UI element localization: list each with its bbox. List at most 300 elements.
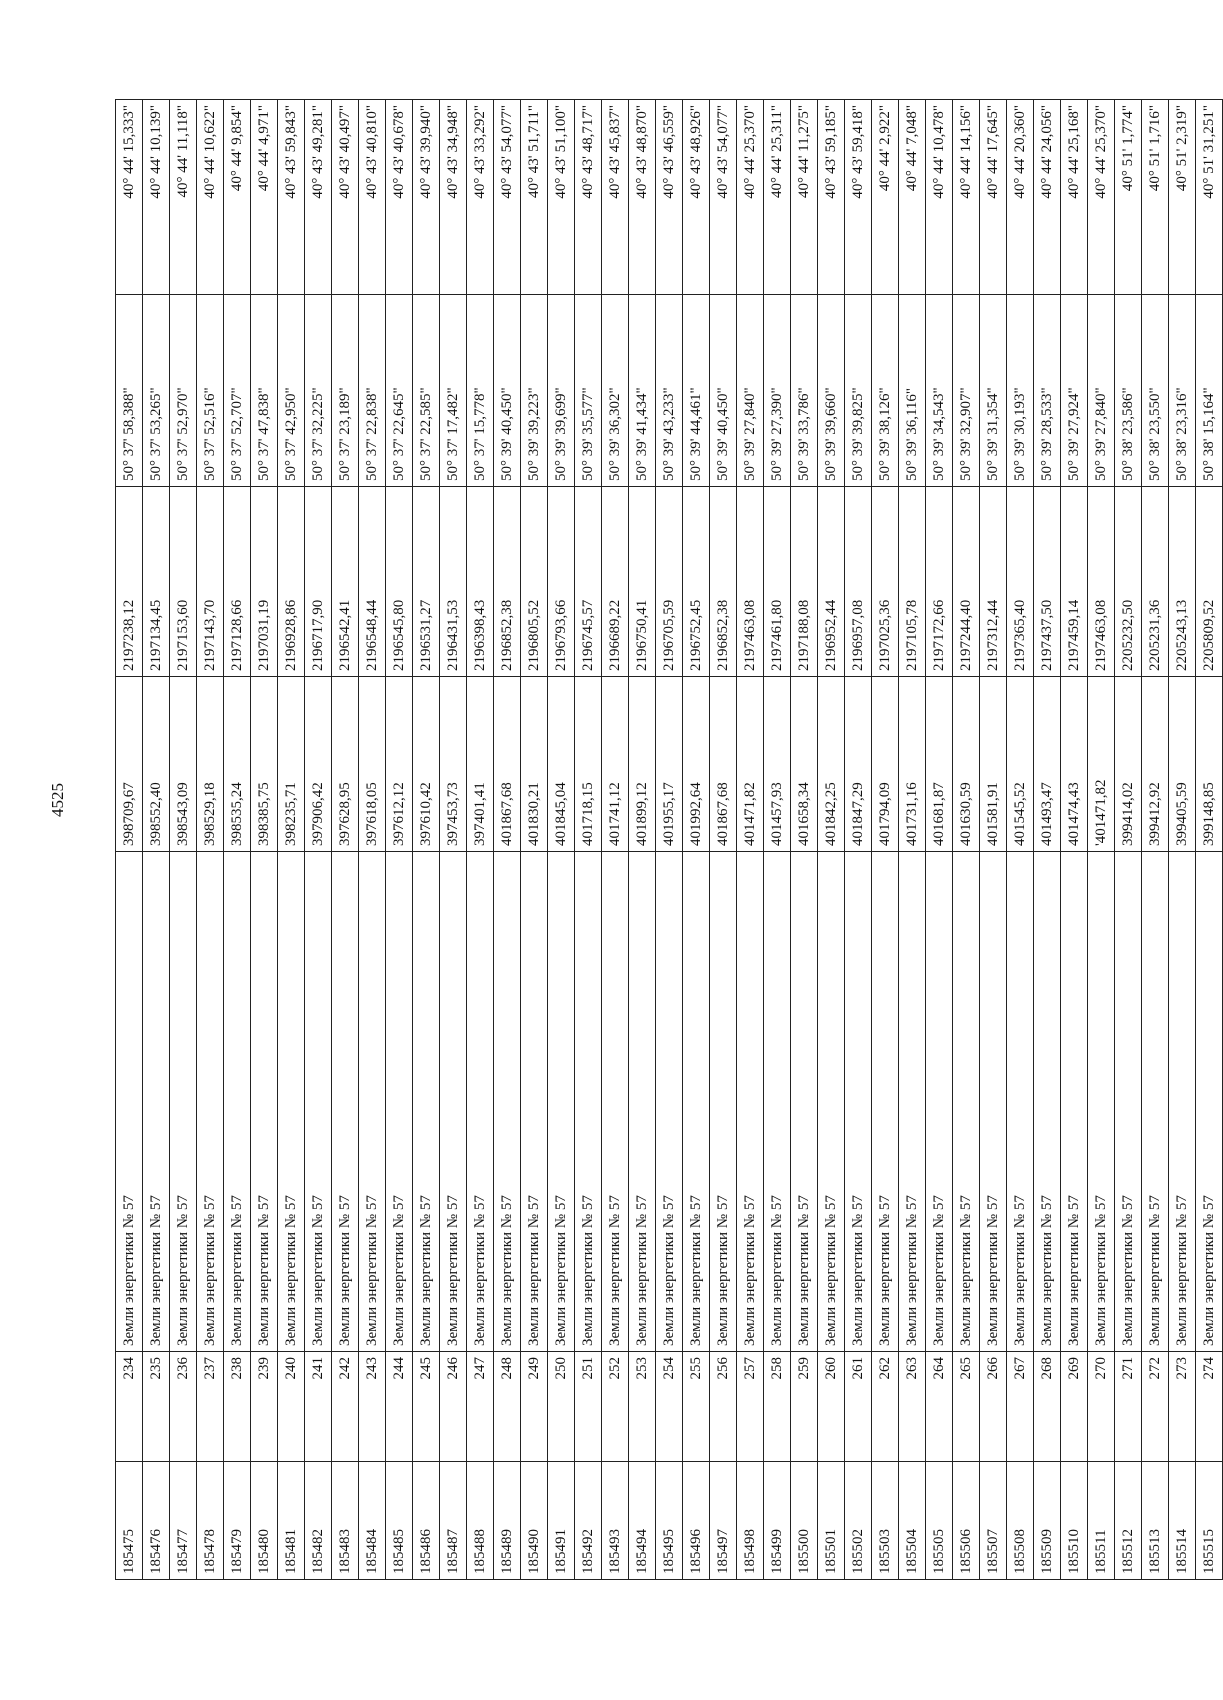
record-id-cell: 185482: [305, 1462, 332, 1580]
land-category-cell: Земли энергетики № 57: [980, 852, 1007, 1352]
longitude-cell: 40° 43' 40,810": [359, 100, 386, 295]
record-id-cell: 185493: [602, 1462, 629, 1580]
longitude-cell: 40° 43' 46,559": [656, 100, 683, 295]
x-coordinate-cell: 398543,09: [170, 677, 197, 852]
y-coordinate-cell: 2197312,44: [980, 487, 1007, 677]
land-category-cell: Земли энергетики № 57: [1088, 852, 1115, 1352]
y-coordinate-cell: 2196793,66: [548, 487, 575, 677]
y-coordinate-cell: 2196689,22: [602, 487, 629, 677]
point-number-cell: 258: [764, 1352, 791, 1462]
land-category-cell: Земли энергетики № 57: [602, 852, 629, 1352]
x-coordinate-cell: 399414,02: [1115, 677, 1142, 852]
x-coordinate-cell: '401471,82: [1088, 677, 1115, 852]
record-id-cell: 185475: [116, 1462, 143, 1580]
longitude-cell: 40° 44' 10,139": [143, 100, 170, 295]
x-coordinate-cell: 398235,71: [278, 677, 305, 852]
land-category-cell: Земли энергетики № 57: [548, 852, 575, 1352]
y-coordinate-cell: 2205243,13: [1169, 487, 1196, 677]
table-row: [494, 100, 521, 1580]
x-coordinate-cell: 397618,05: [359, 677, 386, 852]
longitude-cell: 40° 43' 34,948": [440, 100, 467, 295]
x-coordinate-cell: 399148,85: [1196, 677, 1223, 852]
longitude-cell: 40° 44' 10,478": [926, 100, 953, 295]
record-id-cell: 185501: [818, 1462, 845, 1580]
point-number-cell: 261: [845, 1352, 872, 1462]
x-coordinate-cell: 399412,92: [1142, 677, 1169, 852]
point-number-cell: 265: [953, 1352, 980, 1462]
land-category-cell: Земли энергетики № 57: [197, 852, 224, 1352]
table-row: [872, 100, 899, 1580]
longitude-cell: 40° 44' 17,645": [980, 100, 1007, 295]
latitude-cell: 50° 37' 15,778": [467, 295, 494, 487]
longitude-cell: 40° 44' 10,622": [197, 100, 224, 295]
latitude-cell: 50° 37' 42,950": [278, 295, 305, 487]
record-id-cell: 185504: [899, 1462, 926, 1580]
table-row: [926, 100, 953, 1580]
land-category-cell: Земли энергетики № 57: [116, 852, 143, 1352]
point-number-cell: 264: [926, 1352, 953, 1462]
record-id-cell: 185506: [953, 1462, 980, 1580]
longitude-cell: 40° 51' 1,716": [1142, 100, 1169, 295]
x-coordinate-cell: 401681,87: [926, 677, 953, 852]
y-coordinate-cell: 2197188,08: [791, 487, 818, 677]
record-id-cell: 185510: [1061, 1462, 1088, 1580]
point-number-cell: 262: [872, 1352, 899, 1462]
longitude-cell: 40° 44' 20,360": [1007, 100, 1034, 295]
y-coordinate-cell: 2196745,57: [575, 487, 602, 677]
point-number-cell: 257: [737, 1352, 764, 1462]
record-id-cell: 185507: [980, 1462, 1007, 1580]
record-id-cell: 185479: [224, 1462, 251, 1580]
latitude-cell: 50° 37' 17,482": [440, 295, 467, 487]
longitude-cell: 40° 43' 59,185": [818, 100, 845, 295]
table-row: [251, 100, 278, 1580]
table-row: [575, 100, 602, 1580]
table-row: [170, 100, 197, 1580]
table-row: [710, 100, 737, 1580]
longitude-cell: 40° 44' 4,971": [251, 100, 278, 295]
y-coordinate-cell: 2197244,40: [953, 487, 980, 677]
land-category-cell: Земли энергетики № 57: [1142, 852, 1169, 1352]
x-coordinate-cell: 401899,12: [629, 677, 656, 852]
point-number-cell: 274: [1196, 1352, 1223, 1462]
table-row: [521, 100, 548, 1580]
record-id-cell: 185476: [143, 1462, 170, 1580]
latitude-cell: 50° 39' 34,543": [926, 295, 953, 487]
point-number-cell: 245: [413, 1352, 440, 1462]
table-row: [1169, 100, 1196, 1580]
land-category-cell: Земли энергетики № 57: [629, 852, 656, 1352]
y-coordinate-cell: 2197463,08: [1088, 487, 1115, 677]
latitude-cell: 50° 38' 23,586": [1115, 295, 1142, 487]
land-category-cell: Земли энергетики № 57: [1034, 852, 1061, 1352]
y-coordinate-cell: 2196957,08: [845, 487, 872, 677]
longitude-cell: 40° 44' 15,333": [116, 100, 143, 295]
latitude-cell: 50° 39' 39,699": [548, 295, 575, 487]
land-category-cell: Земли энергетики № 57: [413, 852, 440, 1352]
table-row: [602, 100, 629, 1580]
latitude-cell: 50° 37' 52,970": [170, 295, 197, 487]
table-row: [953, 100, 980, 1580]
longitude-cell: 40° 43' 54,077": [710, 100, 737, 295]
point-number-cell: 272: [1142, 1352, 1169, 1462]
point-number-cell: 240: [278, 1352, 305, 1462]
latitude-cell: 50° 39' 39,223": [521, 295, 548, 487]
latitude-cell: 50° 39' 33,786": [791, 295, 818, 487]
point-number-cell: 259: [791, 1352, 818, 1462]
x-coordinate-cell: 401955,17: [656, 677, 683, 852]
table-row: [197, 100, 224, 1580]
land-category-cell: Земли энергетики № 57: [1196, 852, 1223, 1352]
longitude-cell: 40° 43' 51,711": [521, 100, 548, 295]
longitude-cell: 40° 43' 49,281": [305, 100, 332, 295]
y-coordinate-cell: 2197031,19: [251, 487, 278, 677]
latitude-cell: 50° 39' 35,577": [575, 295, 602, 487]
land-category-cell: Земли энергетики № 57: [899, 852, 926, 1352]
latitude-cell: 50° 39' 43,233": [656, 295, 683, 487]
record-id-cell: 185515: [1196, 1462, 1223, 1580]
longitude-cell: 40° 44' 25,370": [1088, 100, 1115, 295]
latitude-cell: 50° 37' 52,516": [197, 295, 224, 487]
y-coordinate-cell: 2197172,66: [926, 487, 953, 677]
table-row: [359, 100, 386, 1580]
land-category-cell: Земли энергетики № 57: [872, 852, 899, 1352]
point-number-cell: 269: [1061, 1352, 1088, 1462]
table-row: [548, 100, 575, 1580]
table-row: [683, 100, 710, 1580]
land-category-cell: Земли энергетики № 57: [710, 852, 737, 1352]
point-number-cell: 254: [656, 1352, 683, 1462]
land-category-cell: Земли энергетики № 57: [926, 852, 953, 1352]
y-coordinate-cell: 2197105,78: [899, 487, 926, 677]
latitude-cell: 50° 39' 32,907": [953, 295, 980, 487]
record-id-cell: 185488: [467, 1462, 494, 1580]
record-id-cell: 185486: [413, 1462, 440, 1580]
point-number-cell: 237: [197, 1352, 224, 1462]
y-coordinate-cell: 2196952,44: [818, 487, 845, 677]
x-coordinate-cell: 398385,75: [251, 677, 278, 852]
point-number-cell: 256: [710, 1352, 737, 1462]
land-category-cell: Земли энергетики № 57: [143, 852, 170, 1352]
record-id-cell: 185498: [737, 1462, 764, 1580]
table-row: [386, 100, 413, 1580]
x-coordinate-cell: 401731,16: [899, 677, 926, 852]
land-category-cell: Земли энергетики № 57: [521, 852, 548, 1352]
x-coordinate-cell: 401842,25: [818, 677, 845, 852]
land-category-cell: Земли энергетики № 57: [224, 852, 251, 1352]
y-coordinate-cell: 2197238,12: [116, 487, 143, 677]
point-number-cell: 239: [251, 1352, 278, 1462]
record-id-cell: 185477: [170, 1462, 197, 1580]
table-body: [116, 100, 1223, 1580]
x-coordinate-cell: 397612,12: [386, 677, 413, 852]
x-coordinate-cell: 401545,52: [1007, 677, 1034, 852]
latitude-cell: 50° 39' 40,450": [494, 295, 521, 487]
record-id-cell: 185505: [926, 1462, 953, 1580]
point-number-cell: 241: [305, 1352, 332, 1462]
x-coordinate-cell: 401847,29: [845, 677, 872, 852]
y-coordinate-cell: 2196398,43: [467, 487, 494, 677]
longitude-cell: 40° 43' 48,717": [575, 100, 602, 295]
point-number-cell: 246: [440, 1352, 467, 1462]
latitude-cell: 50° 39' 44,461": [683, 295, 710, 487]
point-number-cell: 267: [1007, 1352, 1034, 1462]
y-coordinate-cell: 2197134,45: [143, 487, 170, 677]
record-id-cell: 185489: [494, 1462, 521, 1580]
x-coordinate-cell: 398552,40: [143, 677, 170, 852]
record-id-cell: 185478: [197, 1462, 224, 1580]
land-category-cell: Земли энергетики № 57: [953, 852, 980, 1352]
point-number-cell: 243: [359, 1352, 386, 1462]
latitude-cell: 50° 37' 22,645": [386, 295, 413, 487]
point-number-cell: 244: [386, 1352, 413, 1462]
longitude-cell: 40° 44' 25,168": [1061, 100, 1088, 295]
point-number-cell: 249: [521, 1352, 548, 1462]
longitude-cell: 40° 43' 39,940": [413, 100, 440, 295]
table-row: [143, 100, 170, 1580]
point-number-cell: 238: [224, 1352, 251, 1462]
record-id-cell: 185484: [359, 1462, 386, 1580]
latitude-cell: 50° 37' 53,265": [143, 295, 170, 487]
latitude-cell: 50° 39' 27,840": [1088, 295, 1115, 487]
table-row: [467, 100, 494, 1580]
x-coordinate-cell: 401718,15: [575, 677, 602, 852]
y-coordinate-cell: 2205809,52: [1196, 487, 1223, 677]
x-coordinate-cell: 397610,42: [413, 677, 440, 852]
y-coordinate-cell: 2197143,70: [197, 487, 224, 677]
y-coordinate-cell: 2196548,44: [359, 487, 386, 677]
longitude-cell: 40° 44' 2,922": [872, 100, 899, 295]
longitude-cell: 40° 51' 31,251": [1196, 100, 1223, 295]
land-category-cell: Земли энергетики № 57: [1061, 852, 1088, 1352]
latitude-cell: 50° 39' 27,840": [737, 295, 764, 487]
latitude-cell: 50° 37' 47,838": [251, 295, 278, 487]
y-coordinate-cell: 2196542,41: [332, 487, 359, 677]
y-coordinate-cell: 2196852,38: [710, 487, 737, 677]
land-category-cell: Земли энергетики № 57: [494, 852, 521, 1352]
longitude-cell: 40° 44' 7,048": [899, 100, 926, 295]
point-number-cell: 266: [980, 1352, 1007, 1462]
longitude-cell: 40° 44' 9,854": [224, 100, 251, 295]
y-coordinate-cell: 2197365,40: [1007, 487, 1034, 677]
latitude-cell: 50° 39' 36,302": [602, 295, 629, 487]
point-number-cell: 252: [602, 1352, 629, 1462]
longitude-cell: 40° 43' 40,678": [386, 100, 413, 295]
latitude-cell: 50° 38' 23,550": [1142, 295, 1169, 487]
record-id-cell: 185512: [1115, 1462, 1142, 1580]
latitude-cell: 50° 39' 36,116": [899, 295, 926, 487]
y-coordinate-cell: 2197459,14: [1061, 487, 1088, 677]
record-id-cell: 185503: [872, 1462, 899, 1580]
table-row: [845, 100, 872, 1580]
record-id-cell: 185495: [656, 1462, 683, 1580]
table-row: [1007, 100, 1034, 1580]
x-coordinate-cell: 398535,24: [224, 677, 251, 852]
x-coordinate-cell: 401845,04: [548, 677, 575, 852]
latitude-cell: 50° 39' 39,825": [845, 295, 872, 487]
page-number: 4525: [48, 783, 67, 817]
record-id-cell: 185483: [332, 1462, 359, 1580]
record-id-cell: 185509: [1034, 1462, 1061, 1580]
land-category-cell: Земли энергетики № 57: [467, 852, 494, 1352]
latitude-cell: 50° 39' 30,193": [1007, 295, 1034, 487]
longitude-cell: 40° 43' 48,870": [629, 100, 656, 295]
land-category-cell: Земли энергетики № 57: [656, 852, 683, 1352]
y-coordinate-cell: 2197025,36: [872, 487, 899, 677]
x-coordinate-cell: 401457,93: [764, 677, 791, 852]
point-number-cell: 263: [899, 1352, 926, 1462]
land-category-cell: Земли энергетики № 57: [440, 852, 467, 1352]
land-category-cell: Земли энергетики № 57: [845, 852, 872, 1352]
latitude-cell: 50° 38' 15,164": [1196, 295, 1223, 487]
x-coordinate-cell: 399405,59: [1169, 677, 1196, 852]
land-category-cell: Земли энергетики № 57: [764, 852, 791, 1352]
x-coordinate-cell: 401830,21: [521, 677, 548, 852]
latitude-cell: 50° 39' 39,660": [818, 295, 845, 487]
point-number-cell: 255: [683, 1352, 710, 1462]
record-id-cell: 185499: [764, 1462, 791, 1580]
rotated-table-wrapper: [115, 100, 1217, 1580]
y-coordinate-cell: 2197463,08: [737, 487, 764, 677]
latitude-cell: 50° 37' 23,189": [332, 295, 359, 487]
land-category-cell: Земли энергетики № 57: [332, 852, 359, 1352]
latitude-cell: 50° 37' 52,707": [224, 295, 251, 487]
latitude-cell: 50° 37' 22,585": [413, 295, 440, 487]
table-row: [305, 100, 332, 1580]
longitude-cell: 40° 43' 33,292": [467, 100, 494, 295]
point-number-cell: 242: [332, 1352, 359, 1462]
y-coordinate-cell: 2205231,36: [1142, 487, 1169, 677]
record-id-cell: 185491: [548, 1462, 575, 1580]
record-id-cell: 185494: [629, 1462, 656, 1580]
longitude-cell: 40° 44' 14,156": [953, 100, 980, 295]
record-id-cell: 185514: [1169, 1462, 1196, 1580]
latitude-cell: 50° 38' 23,316": [1169, 295, 1196, 487]
point-number-cell: 248: [494, 1352, 521, 1462]
x-coordinate-cell: 397906,42: [305, 677, 332, 852]
y-coordinate-cell: 2196531,27: [413, 487, 440, 677]
longitude-cell: 40° 44' 25,311": [764, 100, 791, 295]
record-id-cell: 185492: [575, 1462, 602, 1580]
table-row: [440, 100, 467, 1580]
table-row: [899, 100, 926, 1580]
x-coordinate-cell: 401794,09: [872, 677, 899, 852]
longitude-cell: 40° 43' 45,837": [602, 100, 629, 295]
record-id-cell: 185508: [1007, 1462, 1034, 1580]
land-category-cell: Земли энергетики № 57: [1115, 852, 1142, 1352]
y-coordinate-cell: 2196852,38: [494, 487, 521, 677]
y-coordinate-cell: 2196805,52: [521, 487, 548, 677]
longitude-cell: 40° 43' 48,926": [683, 100, 710, 295]
table-row: [980, 100, 1007, 1580]
table-row: [818, 100, 845, 1580]
point-number-cell: 250: [548, 1352, 575, 1462]
latitude-cell: 50° 37' 58,388": [116, 295, 143, 487]
point-number-cell: 268: [1034, 1352, 1061, 1462]
y-coordinate-cell: 2196717,90: [305, 487, 332, 677]
table-row: [737, 100, 764, 1580]
land-category-cell: Земли энергетики № 57: [818, 852, 845, 1352]
table-row: [278, 100, 305, 1580]
longitude-cell: 40° 51' 1,774": [1115, 100, 1142, 295]
x-coordinate-cell: 398529,18: [197, 677, 224, 852]
land-category-cell: Земли энергетики № 57: [305, 852, 332, 1352]
point-number-cell: 273: [1169, 1352, 1196, 1462]
point-number-cell: 247: [467, 1352, 494, 1462]
point-number-cell: 234: [116, 1352, 143, 1462]
record-id-cell: 185481: [278, 1462, 305, 1580]
latitude-cell: 50° 37' 32,225": [305, 295, 332, 487]
land-category-cell: Земли энергетики № 57: [251, 852, 278, 1352]
y-coordinate-cell: 2196928,86: [278, 487, 305, 677]
longitude-cell: 40° 43' 59,418": [845, 100, 872, 295]
record-id-cell: 185511: [1088, 1462, 1115, 1580]
y-coordinate-cell: 2205232,50: [1115, 487, 1142, 677]
y-coordinate-cell: 2196705,59: [656, 487, 683, 677]
record-id-cell: 185480: [251, 1462, 278, 1580]
point-number-cell: 236: [170, 1352, 197, 1462]
table-row: [1142, 100, 1169, 1580]
table-row: [1034, 100, 1061, 1580]
table-row: [629, 100, 656, 1580]
point-number-cell: 235: [143, 1352, 170, 1462]
coordinates-table: [115, 99, 1223, 1580]
land-category-cell: Земли энергетики № 57: [386, 852, 413, 1352]
record-id-cell: 185502: [845, 1462, 872, 1580]
point-number-cell: 260: [818, 1352, 845, 1462]
latitude-cell: 50° 39' 41,434": [629, 295, 656, 487]
record-id-cell: 185485: [386, 1462, 413, 1580]
land-category-cell: Земли энергетики № 57: [1007, 852, 1034, 1352]
land-category-cell: Земли энергетики № 57: [1169, 852, 1196, 1352]
record-id-cell: 185487: [440, 1462, 467, 1580]
x-coordinate-cell: 401867,68: [494, 677, 521, 852]
record-id-cell: 185497: [710, 1462, 737, 1580]
longitude-cell: 40° 43' 59,843": [278, 100, 305, 295]
longitude-cell: 40° 44' 25,370": [737, 100, 764, 295]
x-coordinate-cell: 397628,95: [332, 677, 359, 852]
land-category-cell: Земли энергетики № 57: [575, 852, 602, 1352]
y-coordinate-cell: 2196752,45: [683, 487, 710, 677]
table-row: [791, 100, 818, 1580]
longitude-cell: 40° 51' 2,319": [1169, 100, 1196, 295]
record-id-cell: 185513: [1142, 1462, 1169, 1580]
latitude-cell: 50° 39' 31,354": [980, 295, 1007, 487]
table-row: [224, 100, 251, 1580]
table-row: [332, 100, 359, 1580]
table-row: [764, 100, 791, 1580]
longitude-cell: 40° 44' 11,118": [170, 100, 197, 295]
latitude-cell: 50° 39' 27,390": [764, 295, 791, 487]
x-coordinate-cell: 401992,64: [683, 677, 710, 852]
point-number-cell: 253: [629, 1352, 656, 1462]
point-number-cell: 251: [575, 1352, 602, 1462]
y-coordinate-cell: 2197437,50: [1034, 487, 1061, 677]
land-category-cell: Земли энергетики № 57: [170, 852, 197, 1352]
x-coordinate-cell: 397401,41: [467, 677, 494, 852]
latitude-cell: 50° 39' 27,924": [1061, 295, 1088, 487]
x-coordinate-cell: 401581,91: [980, 677, 1007, 852]
y-coordinate-cell: 2197461,80: [764, 487, 791, 677]
point-number-cell: 270: [1088, 1352, 1115, 1462]
longitude-cell: 40° 43' 40,497": [332, 100, 359, 295]
latitude-cell: 50° 39' 28,533": [1034, 295, 1061, 487]
x-coordinate-cell: 401474,43: [1061, 677, 1088, 852]
x-coordinate-cell: 401867,68: [710, 677, 737, 852]
land-category-cell: Земли энергетики № 57: [359, 852, 386, 1352]
y-coordinate-cell: 2197153,60: [170, 487, 197, 677]
latitude-cell: 50° 39' 38,126": [872, 295, 899, 487]
